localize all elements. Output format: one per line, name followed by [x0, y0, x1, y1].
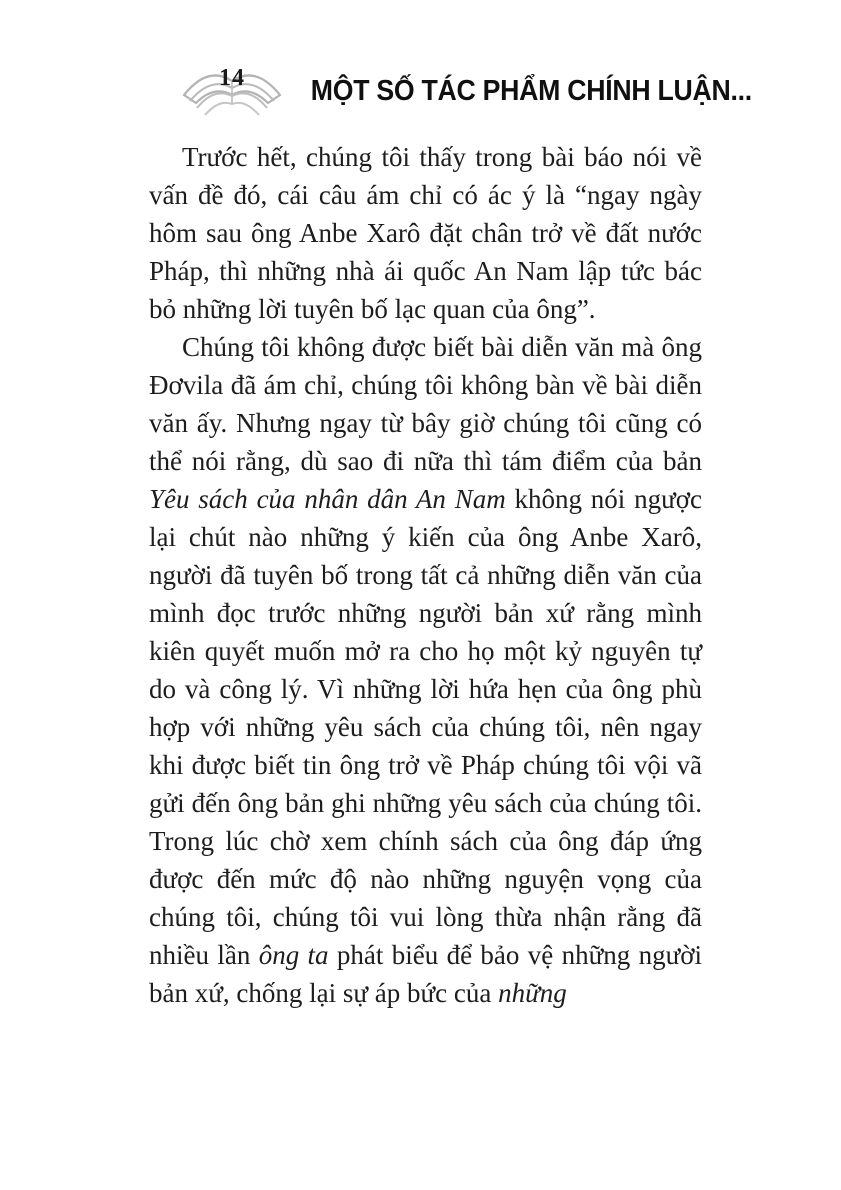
page-header	[149, 55, 752, 125]
body-text	[149, 138, 702, 1012]
running-header-title: MỘT SỐ TÁC PHẨM CHÍNH LUẬN...	[310, 75, 752, 107]
page-number: 14	[219, 65, 245, 91]
paragraph: Trước hết, chúng tôi thấy trong bài báo nói về vấn đề đó, cái câu ám chỉ có ác ý là “ngay ngày hôm sau ông Anbe Xarô đặt chân trở về đất nước Pháp, thì những nhà ái quốc An Nam lập tức bác bỏ những lời tuyên bố lạc quan của ông”.	[149, 142, 702, 324]
open-book-icon	[182, 59, 282, 123]
paragraph: Chúng tôi không được biết bài diễn văn mà ông Đơvila đã ám chỉ, chúng tôi không bàn về bài diễn văn ấy. Nhưng ngay từ bây giờ chúng tôi cũng có thể nói rằng, dù sao đi nữa thì tám điểm của bản Yêu sách của nhân dân An Nam không nói ngược lại chút nào những ý kiến của ông Anbe Xarô, người đã tuyên bố trong tất cả những diễn văn của mình đọc trước những người bản xứ rằng mình kiên quyết muốn mở ra cho họ một kỷ nguyên tự do và công lý. Vì những lời hứa hẹn của ông phù hợp với những yêu sách của chúng tôi, nên ngay khi được biết tin ông trở về Pháp chúng tôi vội vã gửi đến ông bản ghi những yêu sách của chúng tôi. Trong lúc chờ xem chính sách của ông đáp ứng được đến mức độ nào những nguyện vọng của chúng tôi, chúng tôi vui lòng thừa nhận rằng đã nhiều lần ông ta phát biểu để bảo vệ những người bản xứ, chống lại sự áp bức của những	[149, 332, 702, 1008]
